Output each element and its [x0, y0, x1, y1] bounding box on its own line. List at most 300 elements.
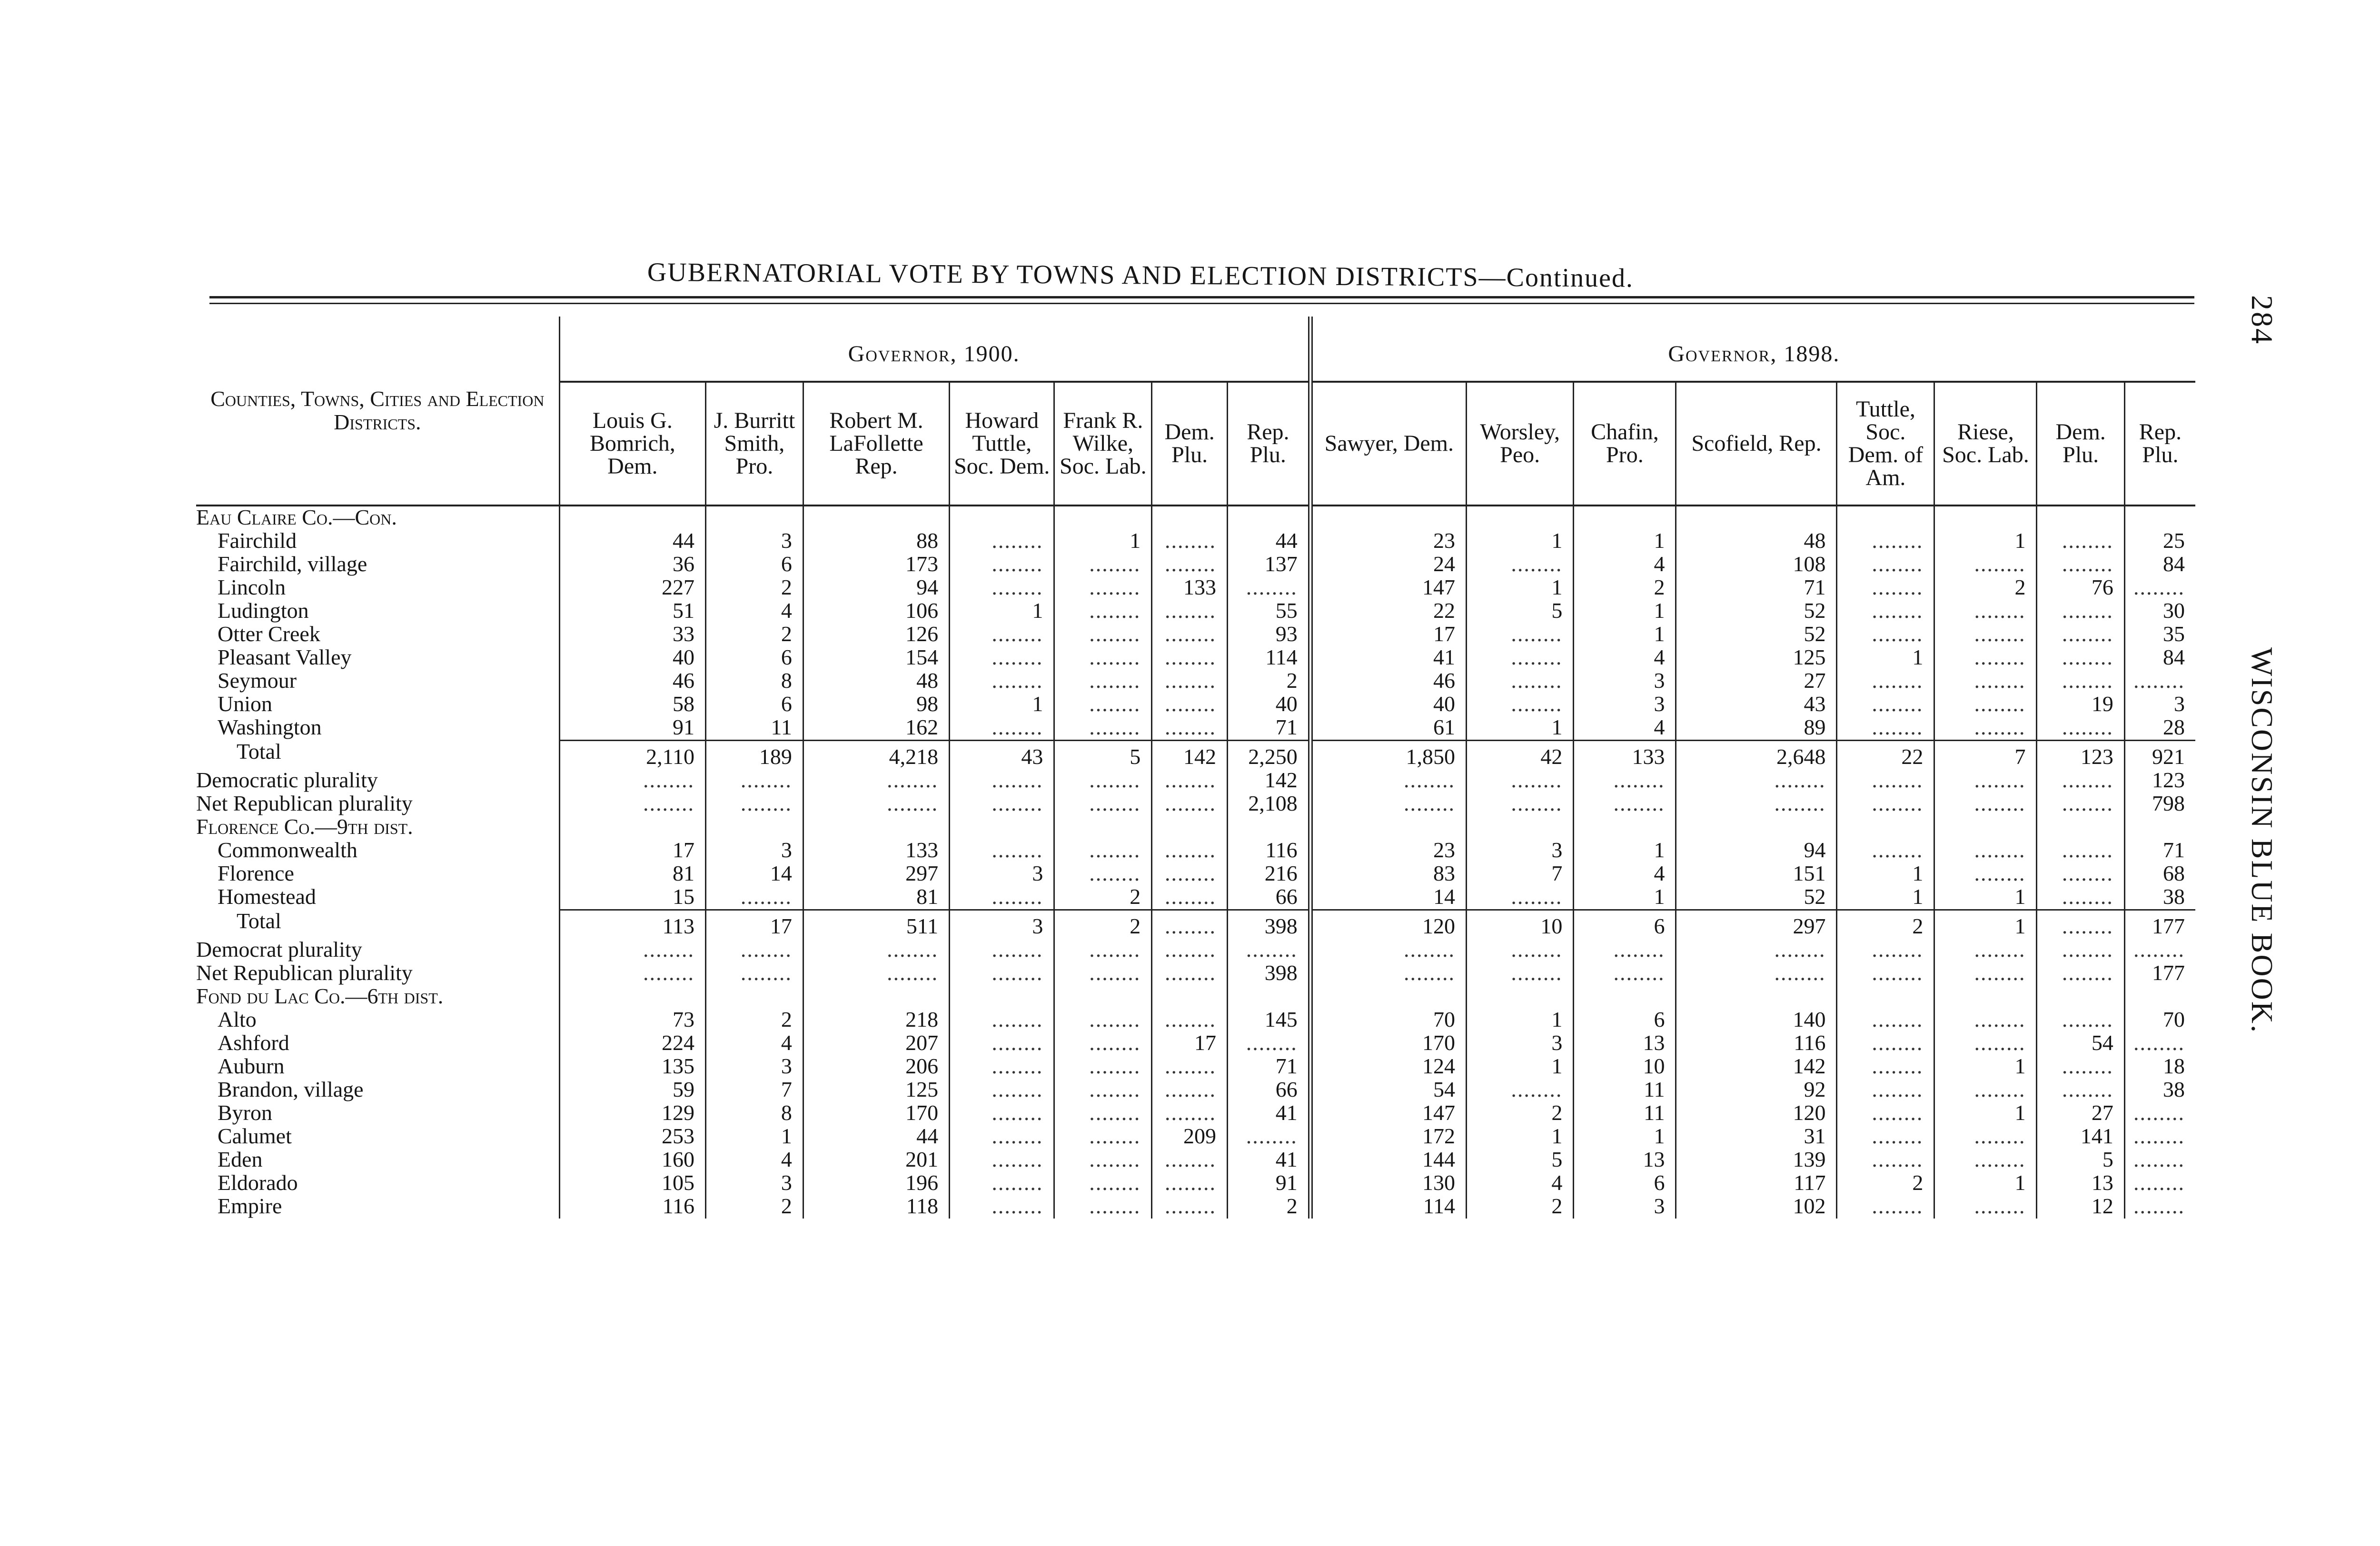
vote-cell	[803, 816, 949, 839]
vote-cell: 398	[1228, 910, 1310, 939]
vote-cell	[2037, 505, 2124, 530]
vote-cell: 5	[1466, 1149, 1573, 1172]
vote-cell: 116	[1228, 839, 1310, 862]
vote-cell: 22	[1310, 600, 1467, 623]
vote-cell: 3	[1574, 1195, 1676, 1219]
vote-cell: 3	[950, 910, 1054, 939]
vote-cell: 94	[803, 576, 949, 600]
vote-cell	[1837, 939, 1934, 962]
page-number: 284	[2245, 295, 2279, 345]
vote-cell	[2124, 1172, 2195, 1195]
vote-cell: 48	[803, 670, 949, 693]
vote-cell	[803, 985, 949, 1009]
vote-cell	[705, 886, 803, 910]
vote-cell	[1152, 839, 1228, 862]
vote-cell: 5	[1054, 741, 1152, 770]
vote-cell: 6	[705, 646, 803, 670]
vote-cell: 151	[1676, 862, 1837, 886]
row-label: Democrat plurality	[196, 939, 362, 961]
vote-cell	[1054, 646, 1152, 670]
vote-cell	[1228, 1125, 1310, 1149]
vote-cell	[1152, 530, 1228, 553]
vote-cell	[559, 816, 705, 839]
vote-cell	[2037, 886, 2124, 910]
vote-cell: 25	[2124, 530, 2195, 553]
vote-cell	[1466, 939, 1573, 962]
total-row	[196, 910, 2195, 939]
vote-cell	[1054, 1079, 1152, 1102]
vote-cell: 207	[803, 1032, 949, 1055]
vote-cell	[705, 505, 803, 530]
vote-cell: 1	[1934, 1172, 2037, 1195]
vote-cell	[1934, 769, 2037, 793]
vote-cell	[950, 962, 1054, 985]
vote-cell	[559, 939, 705, 962]
vote-cell: 88	[803, 530, 949, 553]
vote-cell	[1574, 505, 1676, 530]
vote-cell: 3	[2124, 693, 2195, 716]
vote-cell	[1152, 1149, 1228, 1172]
vote-cell: 4	[705, 600, 803, 623]
table-row	[196, 862, 2195, 886]
vote-cell	[1152, 939, 1228, 962]
vote-cell	[1466, 793, 1573, 816]
table-row	[196, 1032, 2195, 1055]
vote-cell: 196	[803, 1172, 949, 1195]
vote-cell: 133	[1152, 576, 1228, 600]
vote-cell	[950, 623, 1054, 646]
book-title: WISCONSIN BLUE BOOK.	[2245, 647, 2279, 1034]
vote-cell	[1574, 769, 1676, 793]
vote-cell: 1	[1934, 886, 2037, 910]
table-row	[196, 530, 2195, 553]
vote-cell: 1	[1574, 600, 1676, 623]
vote-cell	[2124, 576, 2195, 600]
vote-cell	[1837, 576, 1934, 600]
vote-cell	[1466, 886, 1573, 910]
vote-cell: 8	[705, 670, 803, 693]
vote-cell	[2037, 1009, 2124, 1032]
row-label: Democratic plurality	[196, 769, 378, 792]
row-label: Total	[237, 740, 281, 763]
vote-cell	[1466, 1079, 1573, 1102]
vote-cell: 398	[1228, 962, 1310, 985]
vote-cell	[1676, 505, 1837, 530]
vote-cell	[1837, 1079, 1934, 1102]
vote-cell: 1	[1466, 576, 1573, 600]
vote-cell: 27	[1676, 670, 1837, 693]
vote-cell	[950, 1149, 1054, 1172]
county-heading-row	[196, 985, 2195, 1009]
row-label: Calumet	[218, 1125, 292, 1148]
vote-cell: 1	[1466, 530, 1573, 553]
vote-cell	[1152, 693, 1228, 716]
vote-cell: 297	[803, 862, 949, 886]
vote-cell: 162	[803, 716, 949, 741]
total-row	[196, 741, 2195, 770]
vote-cell: 91	[559, 716, 705, 741]
vote-cell: 1	[1934, 1055, 2037, 1079]
vote-cell: 114	[1228, 646, 1310, 670]
vote-cell: 4	[1574, 716, 1676, 741]
vote-cell: 93	[1228, 623, 1310, 646]
vote-cell	[1934, 646, 2037, 670]
table-row	[196, 646, 2195, 670]
vote-cell: 105	[559, 1172, 705, 1195]
vote-cell	[1837, 670, 1934, 693]
vote-cell	[1837, 1102, 1934, 1125]
row-label: Brandon, village	[218, 1079, 364, 1101]
vote-cell: 170	[1310, 1032, 1467, 1055]
vote-cell: 2	[1574, 576, 1676, 600]
vote-cell	[1310, 816, 1467, 839]
vote-cell	[950, 793, 1054, 816]
vote-cell	[950, 1195, 1054, 1219]
vote-cell: 1	[950, 693, 1054, 716]
vote-cell	[1837, 962, 1934, 985]
vote-cell: 27	[2037, 1102, 2124, 1125]
vote-cell: 135	[559, 1055, 705, 1079]
vote-cell	[950, 839, 1054, 862]
vote-cell	[950, 1009, 1054, 1032]
vote-cell: 141	[2037, 1125, 2124, 1149]
vote-cell: 1	[1837, 886, 1934, 910]
vote-cell	[559, 962, 705, 985]
vote-cell: 46	[559, 670, 705, 693]
row-label: Net Republican plurality	[196, 962, 413, 985]
vote-cell	[1152, 623, 1228, 646]
vote-cell	[1934, 939, 2037, 962]
vote-cell: 2	[1228, 670, 1310, 693]
vote-cell	[705, 962, 803, 985]
vote-cell	[1152, 793, 1228, 816]
vote-cell: 2	[705, 1009, 803, 1032]
vote-cell	[1228, 1032, 1310, 1055]
vote-cell	[2124, 1032, 2195, 1055]
vote-cell	[1152, 1102, 1228, 1125]
vote-cell	[1574, 793, 1676, 816]
vote-cell: 2	[1466, 1102, 1573, 1125]
vote-cell: 3	[705, 839, 803, 862]
vote-cell	[1466, 553, 1573, 576]
vote-cell: 7	[705, 1079, 803, 1102]
vote-cell: 3	[705, 530, 803, 553]
vote-cell	[705, 939, 803, 962]
row-label: Fond du Lac Co.—6th dist.	[196, 985, 444, 1008]
table-row	[196, 1079, 2195, 1102]
table-row	[196, 716, 2195, 741]
vote-cell: 137	[1228, 553, 1310, 576]
vote-cell	[705, 793, 803, 816]
vote-cell: 5	[2037, 1149, 2124, 1172]
vote-table-body	[196, 505, 2195, 1219]
vote-cell: 10	[1574, 1055, 1676, 1079]
page-title-text: GUBERNATORIAL VOTE BY TOWNS AND ELECTION DISTRICTS—	[647, 258, 1507, 293]
vote-cell: 2	[1466, 1195, 1573, 1219]
vote-cell	[1054, 576, 1152, 600]
vote-cell: 11	[1574, 1102, 1676, 1125]
vote-cell: 22	[1837, 741, 1934, 770]
vote-cell: 2	[1837, 910, 1934, 939]
vote-cell	[950, 505, 1054, 530]
vote-cell	[1054, 670, 1152, 693]
vote-cell	[1934, 862, 2037, 886]
table-row	[196, 1102, 2195, 1125]
vote-cell: 13	[1574, 1032, 1676, 1055]
col-header-tuttle-1898: Tuttle, Soc. Dem. of Am.	[1837, 382, 1934, 505]
vote-cell: 3	[1466, 1032, 1573, 1055]
plurality-row	[196, 769, 2195, 793]
vote-cell	[1934, 1032, 2037, 1055]
row-label: Otter Creek	[218, 623, 320, 646]
top-rule	[209, 296, 2194, 298]
vote-cell	[2037, 793, 2124, 816]
vote-cell: 147	[1310, 576, 1467, 600]
vote-cell	[1466, 962, 1573, 985]
vote-cell: 2,108	[1228, 793, 1310, 816]
vote-cell	[1152, 553, 1228, 576]
vote-cell: 206	[803, 1055, 949, 1079]
vote-cell: 55	[1228, 600, 1310, 623]
vote-cell	[1676, 962, 1837, 985]
vote-cell	[1054, 1172, 1152, 1195]
vote-cell: 28	[2124, 716, 2195, 741]
vote-cell	[1934, 816, 2037, 839]
vote-cell: 4	[1466, 1172, 1573, 1195]
vote-cell	[950, 670, 1054, 693]
vote-cell	[1228, 985, 1310, 1009]
plurality-row	[196, 793, 2195, 816]
vote-cell: 216	[1228, 862, 1310, 886]
vote-cell	[1152, 670, 1228, 693]
vote-cell: 71	[1228, 716, 1310, 741]
vote-cell	[1466, 646, 1573, 670]
vote-cell	[950, 1079, 1054, 1102]
vote-cell	[559, 793, 705, 816]
vote-cell	[1837, 1125, 1934, 1149]
vote-cell: 102	[1676, 1195, 1837, 1219]
vote-cell: 59	[559, 1079, 705, 1102]
vote-cell: 19	[2037, 693, 2124, 716]
vote-cell: 511	[803, 910, 949, 939]
row-label: Eden	[218, 1149, 263, 1171]
row-label: Eau Claire Co.—Con.	[196, 505, 397, 529]
vote-cell	[1054, 1055, 1152, 1079]
vote-cell: 1	[1574, 530, 1676, 553]
vote-cell	[950, 716, 1054, 741]
vote-cell	[1934, 623, 2037, 646]
vote-cell	[1054, 600, 1152, 623]
vote-cell: 1	[1934, 1102, 2037, 1125]
vote-cell	[1152, 1079, 1228, 1102]
vote-cell: 7	[1934, 741, 2037, 770]
vote-cell: 2	[705, 576, 803, 600]
row-label: Seymour	[218, 670, 297, 693]
vote-cell: 94	[1676, 839, 1837, 862]
vote-cell: 224	[559, 1032, 705, 1055]
vote-cell: 31	[1676, 1125, 1837, 1149]
vote-cell: 921	[2124, 741, 2195, 770]
vote-cell	[1837, 1009, 1934, 1032]
vote-cell	[1934, 985, 2037, 1009]
vote-cell	[1934, 553, 2037, 576]
vote-cell: 36	[559, 553, 705, 576]
vote-cell: 1	[1466, 716, 1573, 741]
vote-cell: 1	[1574, 839, 1676, 862]
vote-cell	[1837, 553, 1934, 576]
vote-cell: 144	[1310, 1149, 1467, 1172]
table-row	[196, 1055, 2195, 1079]
col-header-smith: J. Burritt Smith, Pro.	[705, 382, 803, 505]
vote-cell: 8	[705, 1102, 803, 1125]
vote-cell	[1152, 816, 1228, 839]
vote-cell	[1837, 816, 1934, 839]
vote-cell: 253	[559, 1125, 705, 1149]
vote-cell	[950, 769, 1054, 793]
vote-cell	[1054, 862, 1152, 886]
vote-cell: 1	[1466, 1055, 1573, 1079]
vote-cell: 52	[1676, 623, 1837, 646]
table-row	[196, 839, 2195, 862]
vote-cell	[1676, 939, 1837, 962]
col-header-riese: Riese, Soc. Lab.	[1934, 382, 2037, 505]
vote-cell: 2	[1934, 576, 2037, 600]
vote-cell: 46	[1310, 670, 1467, 693]
vote-cell	[2037, 962, 2124, 985]
vote-cell	[1310, 962, 1467, 985]
vote-cell: 139	[1676, 1149, 1837, 1172]
vote-cell: 227	[559, 576, 705, 600]
row-label: Alto	[218, 1009, 257, 1031]
vote-cell: 17	[559, 839, 705, 862]
vote-cell: 117	[1676, 1172, 1837, 1195]
table-row	[196, 1195, 2195, 1219]
vote-cell: 91	[1228, 1172, 1310, 1195]
vote-cell: 48	[1676, 530, 1837, 553]
vote-cell	[2037, 530, 2124, 553]
vote-cell: 84	[2124, 646, 2195, 670]
vote-cell: 133	[1574, 741, 1676, 770]
vote-cell: 177	[2124, 910, 2195, 939]
vote-cell: 13	[2037, 1172, 2124, 1195]
vote-cell	[950, 816, 1054, 839]
vote-cell: 44	[1228, 530, 1310, 553]
plurality-row	[196, 962, 2195, 985]
col-header-chafin: Chafin, Pro.	[1574, 382, 1676, 505]
vote-cell	[1228, 576, 1310, 600]
vote-cell: 145	[1228, 1009, 1310, 1032]
vote-cell: 2	[1054, 910, 1152, 939]
vote-cell	[1310, 793, 1467, 816]
vote-cell	[950, 530, 1054, 553]
vote-cell	[1228, 816, 1310, 839]
vote-cell: 142	[1228, 769, 1310, 793]
vote-cell	[950, 1125, 1054, 1149]
vote-cell	[950, 553, 1054, 576]
vote-cell	[1837, 839, 1934, 862]
vote-cell: 113	[559, 910, 705, 939]
vote-cell	[950, 1032, 1054, 1055]
vote-cell: 54	[1310, 1079, 1467, 1102]
vote-cell: 1	[1574, 886, 1676, 910]
vote-cell	[1152, 600, 1228, 623]
vote-cell	[1152, 1009, 1228, 1032]
vote-cell	[1466, 670, 1573, 693]
vote-cell: 51	[559, 600, 705, 623]
vote-cell	[1466, 693, 1573, 716]
vote-cell	[1054, 1125, 1152, 1149]
vote-cell: 133	[803, 839, 949, 862]
vote-cell	[2037, 910, 2124, 939]
vote-cell: 297	[1676, 910, 1837, 939]
vote-cell: 2,250	[1228, 741, 1310, 770]
vote-cell	[1228, 505, 1310, 530]
vote-cell: 2	[1837, 1172, 1934, 1195]
vote-cell: 1	[1466, 1009, 1573, 1032]
vote-cell	[1310, 505, 1467, 530]
vote-cell	[2037, 839, 2124, 862]
vote-cell	[1152, 985, 1228, 1009]
vote-cell: 1	[950, 600, 1054, 623]
vote-cell	[1310, 769, 1467, 793]
vote-cell: 40	[559, 646, 705, 670]
vote-cell	[803, 505, 949, 530]
vote-cell: 1	[1574, 623, 1676, 646]
vote-cell: 3	[1574, 693, 1676, 716]
vote-cell	[803, 962, 949, 985]
vote-cell	[1054, 1102, 1152, 1125]
vote-cell	[1837, 693, 1934, 716]
col-header-rep-plu-1898: Rep. Plu.	[2124, 382, 2195, 505]
vote-cell	[1574, 985, 1676, 1009]
vote-cell	[2037, 623, 2124, 646]
vote-cell: 23	[1310, 530, 1467, 553]
vote-cell	[1837, 793, 1934, 816]
vote-cell	[1152, 1195, 1228, 1219]
vote-cell: 2	[1054, 886, 1152, 910]
vote-cell: 52	[1676, 600, 1837, 623]
vote-cell: 73	[559, 1009, 705, 1032]
vote-cell	[1837, 985, 1934, 1009]
col-header-tuttle-1900: Howard Tuttle, Soc. Dem.	[950, 382, 1054, 505]
vote-cell: 6	[1574, 910, 1676, 939]
vote-table	[196, 317, 2195, 1219]
vote-cell: 15	[559, 886, 705, 910]
vote-cell: 125	[803, 1079, 949, 1102]
vote-cell: 1	[1934, 910, 2037, 939]
vote-cell: 54	[2037, 1032, 2124, 1055]
vote-cell	[1837, 1055, 1934, 1079]
vote-cell	[1152, 962, 1228, 985]
vote-cell: 2	[705, 1195, 803, 1219]
vote-cell: 116	[559, 1195, 705, 1219]
page-title	[647, 257, 1634, 294]
vote-cell: 129	[559, 1102, 705, 1125]
vote-cell: 43	[950, 741, 1054, 770]
vote-cell: 6	[705, 553, 803, 576]
row-label: Byron	[218, 1102, 272, 1125]
vote-cell: 160	[559, 1149, 705, 1172]
vote-cell	[1934, 716, 2037, 741]
vote-cell	[1152, 646, 1228, 670]
vote-cell	[1934, 962, 2037, 985]
vote-cell	[950, 1102, 1054, 1125]
vote-cell: 71	[1676, 576, 1837, 600]
vote-cell	[1152, 769, 1228, 793]
vote-cell: 38	[2124, 1079, 2195, 1102]
vote-cell	[950, 985, 1054, 1009]
col-header-bomrich: Louis G. Bomrich, Dem.	[559, 382, 705, 505]
